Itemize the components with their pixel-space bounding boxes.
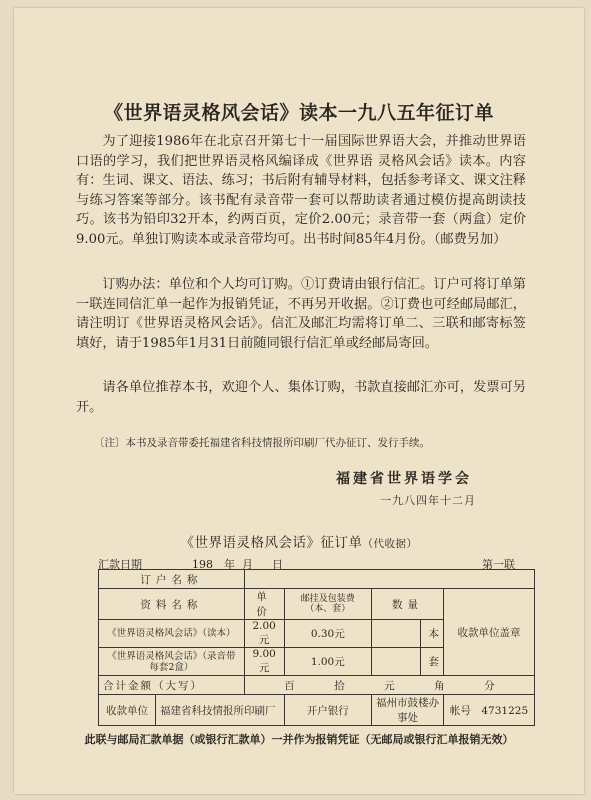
col-qty-header: 数量 bbox=[372, 589, 444, 620]
organization-name: 福建省世界语学会 bbox=[336, 471, 472, 487]
payee-row bbox=[99, 695, 535, 726]
form-title-note: （代收据） bbox=[362, 538, 418, 550]
col-price-header: 单价 bbox=[244, 589, 284, 620]
bank-value: 福州市鼓楼办事处 bbox=[372, 695, 444, 726]
intro-paragraph: 为了迎接1986年在北京召开第七十一届国际世界语大会，并推动世界语口语的学习，我们把世界语灵格风编译成《世界语 灵格风会话》读本。内容有：生词、课文、语法、练习；书后附有辅导材料，包括参考译文、课文注释与练习答案等部分。该书配有录音带一套可以帮助读者通过模仿提高朗读技巧。该书为铅印32开本，约两百页，定价2.00元；录音带一套（两盒）定价9.00元。单独订购读本或录音带均可。出书时间85年4月份。（邮费另加） bbox=[76, 134, 526, 247]
qty-field[interactable] bbox=[372, 620, 421, 648]
document-page bbox=[14, 8, 584, 794]
seal-cell: 收款单位盖章 bbox=[444, 589, 535, 676]
col-item-header: 资料名称 bbox=[99, 589, 245, 620]
unit-jiao: 角 bbox=[434, 679, 445, 692]
item-postage: 0.30元 bbox=[284, 620, 371, 648]
qty-unit: 本 bbox=[421, 620, 444, 648]
footer-text: 此联与邮局汇款单据（或银行汇款单）一并作为报销凭证（无邮局或银行汇单报销无效） bbox=[84, 733, 514, 746]
item-price: 9.00元 bbox=[244, 648, 284, 676]
item-price: 2.00元 bbox=[244, 620, 284, 648]
total-label: 合计金额（大写） bbox=[99, 676, 245, 695]
col-postage-header: 邮挂及包装费（本、套） bbox=[284, 589, 371, 620]
subscriber-row bbox=[99, 570, 535, 589]
document-title: 《世界语灵格风会话》读本一九八五年征订单 bbox=[103, 102, 494, 124]
total-amount-field[interactable] bbox=[244, 676, 534, 695]
account-value: 4731225 bbox=[481, 704, 529, 717]
subscriber-field[interactable] bbox=[244, 570, 534, 589]
remit-month-label: 月 bbox=[242, 558, 253, 571]
subscriber-label: 订户名称 bbox=[99, 570, 245, 589]
account-label: 帐号 bbox=[449, 704, 471, 717]
qty-unit: 套 bbox=[421, 648, 444, 676]
qty-field[interactable] bbox=[372, 648, 421, 676]
total-row bbox=[99, 676, 535, 695]
organization-date: 一九八四年十二月 bbox=[380, 494, 476, 507]
note-text: 〔注〕本书及录音带委托福建省科技情报所印刷厂代办征订、发行手续。 bbox=[94, 437, 430, 449]
copy-number-label: 第一联 bbox=[482, 558, 515, 571]
unit-yuan: 元 bbox=[384, 679, 395, 692]
item-name: 《世界语灵格风会话》（录音带每套2盒） bbox=[99, 648, 245, 676]
form-title-text: 《世界语灵格风会话》征订单 bbox=[180, 535, 363, 551]
bank-label: 开户银行 bbox=[284, 695, 371, 726]
unit-ten: 拾 bbox=[334, 679, 345, 692]
unit-hundred: 百 bbox=[284, 679, 295, 692]
item-name: 《世界语灵格风会话》（读本） bbox=[99, 620, 245, 648]
item-postage: 1.00元 bbox=[284, 648, 371, 676]
remit-day-label: 日 bbox=[272, 558, 283, 571]
remit-date-label: 汇款日期 bbox=[98, 558, 142, 571]
recommend-paragraph: 请各单位推荐本书，欢迎个人、集体订购，书款直接邮汇亦可，发票可另开。 bbox=[76, 380, 526, 415]
payee-label: 收款单位 bbox=[99, 695, 156, 726]
payee-value: 福建省科技情报所印刷厂 bbox=[156, 695, 285, 726]
remit-year-label: 198 年 bbox=[192, 558, 235, 571]
ordering-paragraph: 订购办法：单位和个人均可订购。①订费请由银行信汇。订户可将订单第一联连同信汇单一起作为报销凭证，不再另开收据。②订费也可经邮局邮汇，请注明订《世界语灵格风会话》。信汇及邮汇均需将订单二、三联和邮寄标签填好，请于1985年1月31日前随同银行信汇单或经邮局寄回。 bbox=[76, 277, 526, 351]
header-row bbox=[99, 589, 535, 620]
order-form-table bbox=[98, 569, 535, 726]
form-title bbox=[14, 531, 584, 551]
unit-fen: 分 bbox=[484, 679, 495, 692]
account-cell bbox=[444, 695, 535, 726]
